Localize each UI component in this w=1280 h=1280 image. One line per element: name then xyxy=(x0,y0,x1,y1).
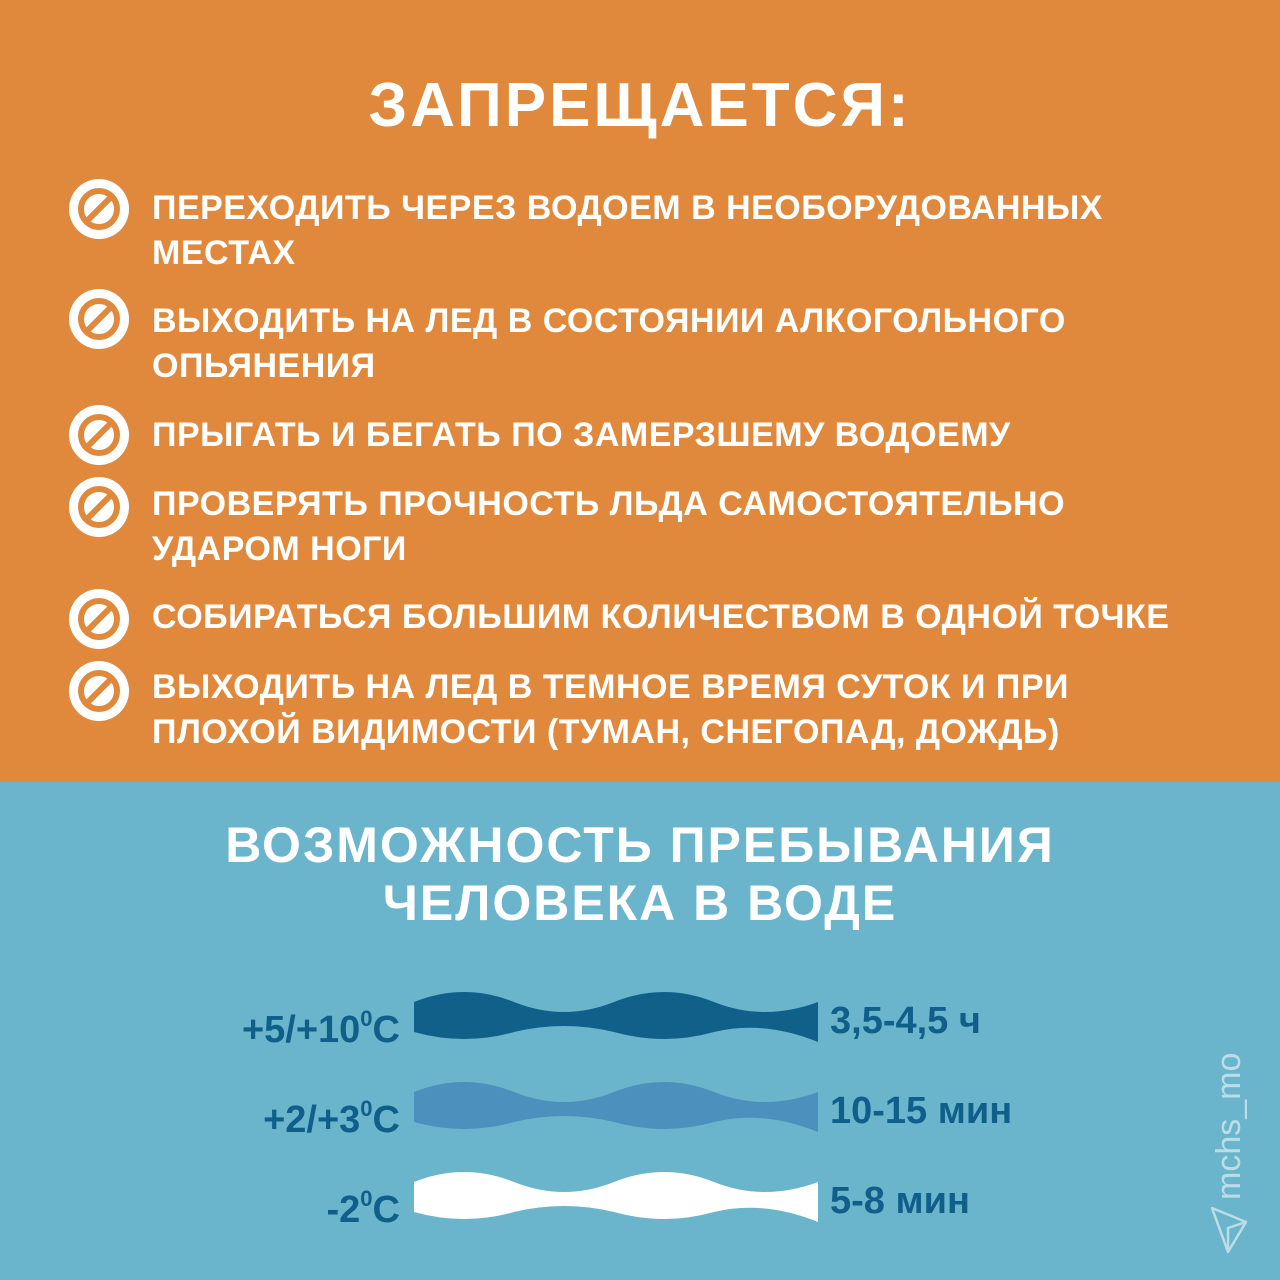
wave-icon xyxy=(414,984,818,1044)
survival-time: 10-15 мин xyxy=(830,1090,1013,1132)
survival-row xyxy=(0,1074,1280,1154)
prohibition-icon xyxy=(68,588,130,650)
rule-line: ОПЬЯНЕНИЯ xyxy=(152,347,376,385)
rule-text xyxy=(152,482,1262,572)
prohibition-icon xyxy=(68,660,130,722)
prohibition-icon xyxy=(68,288,130,350)
wave-icon xyxy=(414,1164,818,1224)
watermark xyxy=(1208,1010,1248,1260)
water-temperature xyxy=(263,1096,400,1142)
rule-line: УДАРОМ НОГИ xyxy=(152,530,407,568)
survival-row xyxy=(0,984,1280,1064)
rule-text xyxy=(152,186,1262,276)
rule-line: ПЛОХОЙ ВИДИМОСТИ (ТУМАН, СНЕГОПАД, ДОЖДЬ) xyxy=(152,713,1060,751)
rule-text xyxy=(152,595,1262,640)
rule-text xyxy=(152,413,1262,458)
degree-mark: 0 xyxy=(360,1096,373,1121)
temp-value: -2 xyxy=(326,1189,361,1231)
survival-time: 3,5-4,5 ч xyxy=(830,1000,981,1042)
prohibition-icon xyxy=(68,178,130,240)
rule-line: ВЫХОДИТЬ НА ЛЕД В СОСТОЯНИИ АЛКОГОЛЬНОГО xyxy=(152,302,1066,340)
rule-text xyxy=(152,665,1262,755)
temp-value: +5/+10 xyxy=(241,1009,361,1051)
water-temperature xyxy=(327,1186,401,1232)
rule-line: МЕСТАХ xyxy=(152,234,296,272)
water-temperature xyxy=(242,1006,400,1052)
rule-line: ПРОВЕРЯТЬ ПРОЧНОСТЬ ЛЬДА САМОСТОЯТЕЛЬНО xyxy=(152,485,1066,523)
survival-title xyxy=(0,816,1280,932)
paper-plane-icon xyxy=(1208,1200,1248,1260)
wave-icon xyxy=(414,1074,818,1134)
temp-unit: С xyxy=(372,1189,400,1231)
survival-title-line: ВОЗМОЖНОСТЬ ПРЕБЫВАНИЯ xyxy=(225,817,1055,873)
rule-line: ПРЫГАТЬ И БЕГАТЬ ПО ЗАМЕРЗШЕМУ ВОДОЕМУ xyxy=(152,416,1011,454)
watermark-text: mchs_mo xyxy=(1210,1052,1248,1200)
temp-unit: С xyxy=(372,1009,400,1051)
prohibition-icon xyxy=(68,404,130,466)
rule-text xyxy=(152,299,1262,389)
temp-unit: С xyxy=(372,1099,400,1141)
degree-mark: 0 xyxy=(360,1186,373,1211)
degree-mark: 0 xyxy=(360,1006,373,1031)
rule-line: ВЫХОДИТЬ НА ЛЕД В ТЕМНОЕ ВРЕМЯ СУТОК И ПРИ xyxy=(152,668,1069,706)
survival-row xyxy=(0,1164,1280,1244)
prohibition-icon xyxy=(68,476,130,538)
rule-line: СОБИРАТЬСЯ БОЛЬШИМ КОЛИЧЕСТВОМ В ОДНОЙ ТОЧКЕ xyxy=(152,598,1170,636)
survival-time: 5-8 мин xyxy=(830,1180,970,1222)
forbidden-title: ЗАПРЕЩАЕТСЯ: xyxy=(368,71,912,140)
survival-title-line: ЧЕЛОВЕКА В ВОДЕ xyxy=(382,875,898,931)
temp-value: +2/+3 xyxy=(263,1099,361,1141)
rule-line: ПЕРЕХОДИТЬ ЧЕРЕЗ ВОДОЕМ В НЕОБОРУДОВАННЫХ xyxy=(152,189,1103,227)
